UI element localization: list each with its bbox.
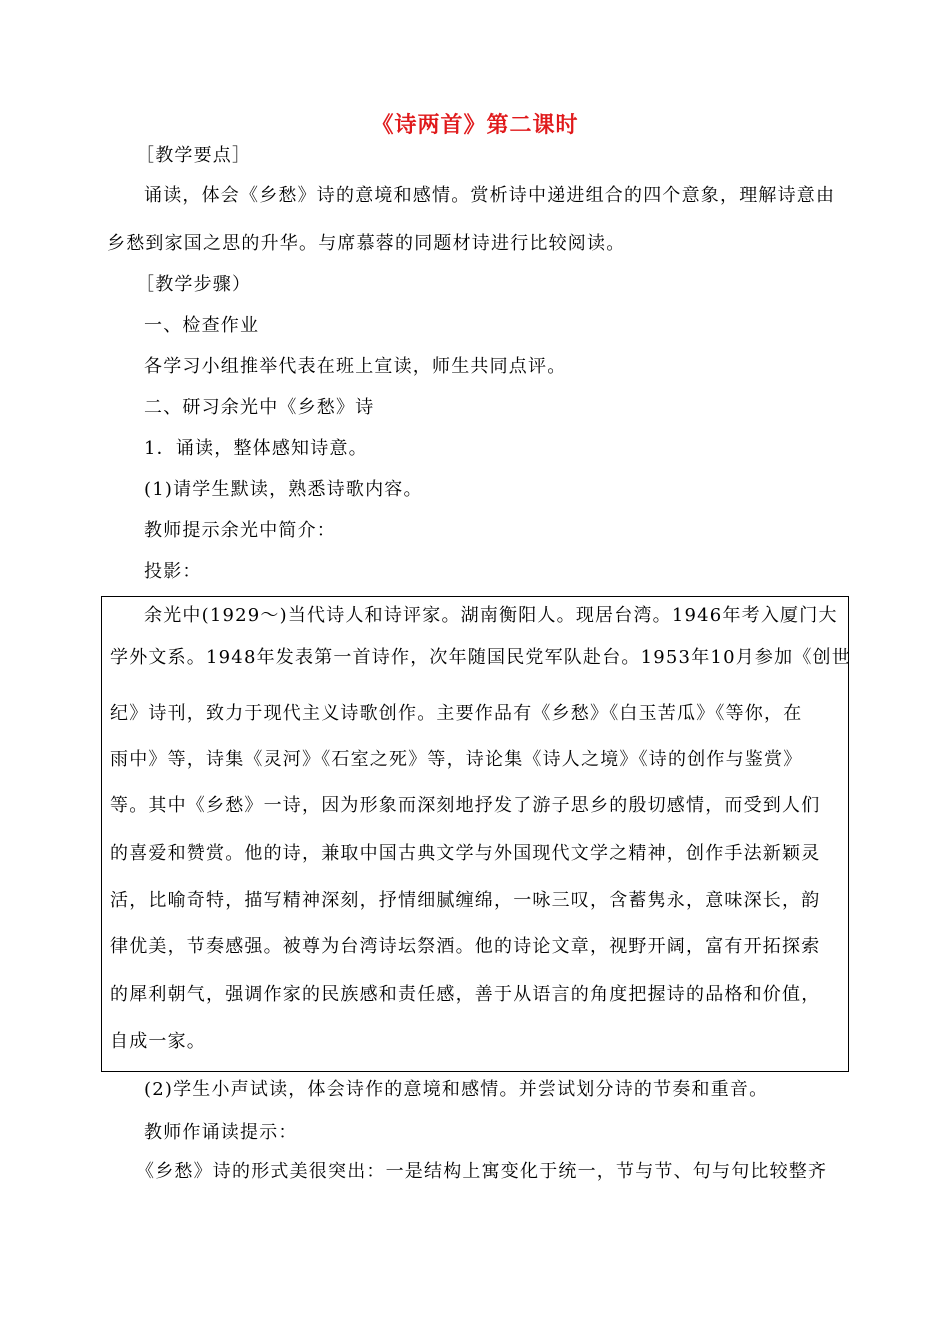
- paragraph-line: 《乡愁》诗的形式美很突出：一是结构上寓变化于统一，节与节、句与句比较整齐: [136, 1161, 828, 1182]
- box-line: 纪》诗刊，致力于现代主义诗歌创作。主要作品有《乡愁》《白玉苦瓜》《等你，在: [110, 703, 803, 724]
- paragraph-line: (2)学生小声试读，体会诗作的意境和感情。并尝试划分诗的节奏和重音。: [144, 1079, 769, 1100]
- box-line: 学外文系。1948年发表第一首诗作，次年随国民党军队赴台。1953年10月参加《创世: [110, 647, 851, 668]
- paragraph-line: 教师提示余光中简介：: [144, 520, 336, 541]
- paragraph-line: 各学习小组推举代表在班上宣读，师生共同点评。: [144, 356, 567, 377]
- box-line: 余光中(1929～)当代诗人和诗评家。湖南衡阳人。现居台湾。1946年考入厦门大: [144, 605, 838, 626]
- section-label-teaching-points: ［教学要点］: [136, 145, 252, 166]
- section-label-teaching-steps: ［教学步骤）: [136, 274, 252, 295]
- box-line: 自成一家。: [110, 1031, 206, 1052]
- paragraph-line: 乡愁到家国之思的升华。与席慕蓉的同题材诗进行比较阅读。: [107, 233, 626, 254]
- box-line: 雨中》等，诗集《灵河》《石室之死》等，诗论集《诗人之境》《诗的创作与鉴赏》: [110, 749, 803, 770]
- heading-study-poem: 二、研习余光中《乡愁》诗: [144, 397, 375, 418]
- document-title: 《诗两首》第二课时: [371, 113, 579, 138]
- paragraph-line: 1．诵读，整体感知诗意。: [144, 438, 368, 459]
- paragraph-line: 诵读，体会《乡愁》诗的意境和感情。赏析诗中递进组合的四个意象，理解诗意由: [144, 185, 836, 206]
- heading-check-homework: 一、检查作业: [144, 315, 260, 336]
- paragraph-line: 投影：: [144, 561, 202, 582]
- box-line: 活，比喻奇特，描写精神深刻，抒情细腻缠绵，一咏三叹，含蓄隽永，意味深长，韵: [110, 890, 821, 911]
- box-line: 律优美，节奏感强。被尊为台湾诗坛祭酒。他的诗论文章，视野开阔，富有开拓探索: [110, 936, 821, 957]
- paragraph-line: 教师作诵读提示：: [144, 1122, 298, 1143]
- box-line: 的喜爱和赞赏。他的诗，兼取中国古典文学与外国现代文学之精神，创作手法新颖灵: [110, 843, 821, 864]
- box-line: 的犀利朝气，强调作家的民族感和责任感，善于从语言的角度把握诗的品格和价值，: [110, 984, 821, 1005]
- box-line: 等。其中《乡愁》一诗，因为形象而深刻地抒发了游子思乡的殷切感情，而受到人们: [110, 795, 821, 816]
- paragraph-line: (1)请学生默读，熟悉诗歌内容。: [144, 479, 423, 500]
